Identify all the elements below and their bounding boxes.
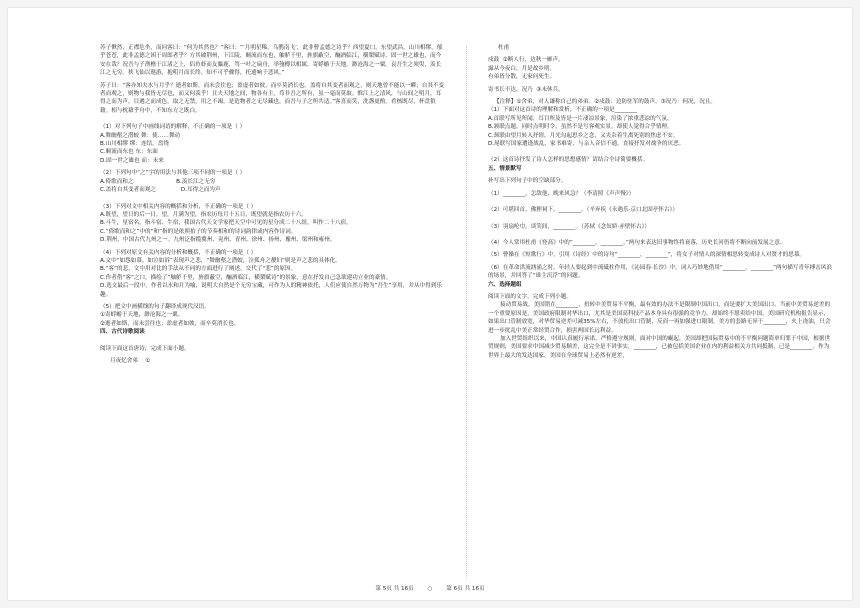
- q5-item-1: ①寄蜉蝣于天地，渺沧海之一粟。: [100, 312, 184, 319]
- question-1: （1）对下列句子中画线词语的解释，不正确的一项是（ ）: [100, 124, 246, 131]
- section-6-intro: 阅读下面的文字，完成下列小题。: [488, 293, 572, 300]
- q3-option-a: A.既望，望日的后一日。望，月满为望，指农历每月十五日，既望就是指农历十六。: [100, 211, 307, 218]
- fill-item-1: （1）________，怎敌他，晚来风急？（李清照《声声慢》）: [488, 190, 635, 197]
- poem-title: 月夜忆舍弟 ①: [110, 358, 151, 364]
- q4-option-b: B.“客”的悲，文中用对比的手法从不同的方面进行了阐述，交代了“悲”的原因。: [100, 266, 297, 273]
- q4-option-c: C.作者借“客”之口，描绘了“舳舻千里，旌旗蔽空，酾酒临江，横槊赋诗”的景象，意在抒发自己急欲建功立业的豪情。: [100, 274, 392, 281]
- fill-item-6: （6）在革命洪流汹涌之时，年轻人要起到中流砥柱作用，《沁园春·长沙》中，词人巧妙地借用“________，________”两句描写青年搏击风浪的场景，并回答了“谁主沉浮”的问题。: [488, 264, 832, 280]
- section-5-heading: 五、情景默写: [488, 165, 522, 172]
- column-divider: [466, 46, 467, 578]
- q2-options-ab: A.倚歌而和之 B.羡长江之无穷: [100, 178, 216, 185]
- q5-item-2: ②逝者如斯，而未尝往也；盈虚者如彼，而卒莫消长也。: [100, 320, 240, 327]
- poet-name: 杜甫: [498, 45, 510, 51]
- q1-option-d: D.固一世之雄也 而：未来: [100, 157, 164, 164]
- question-4: （4）下列对原文有关内容的分析和概括，不正确的一项是（ ）: [100, 249, 257, 256]
- q1-option-c: C.顺流而东也 东：东面: [100, 149, 158, 156]
- section-6-heading: 六、选择题组: [488, 281, 522, 288]
- q4-option-d: D.选文最后一段中，作者以水和月为喻，说明大自然是个无穷宝藏，可作为人的精神依托，人们应使自然万物为“吾生”享用，并从中得到乐趣。: [100, 283, 442, 298]
- pq1-option-b: B.颔联点题，同时点明时令，虽然不是写客观实景，却使人觉得合乎情理。: [488, 124, 673, 131]
- fill-item-4: （4）今人常用杜甫《登高》中的“________，________。”两句来表达旧事物终将衰落，历史长河仍将不断向前发展之意。: [488, 239, 786, 246]
- q4-option-a: A.文中“如怨如慕，如泣如诉”表现声之悲，“舞幽壑之潜蛟，泣孤舟之嫠妇”则是声之悲的具体化。: [100, 257, 341, 264]
- poem-line-2: 露从今夜白，月是故乡明。: [488, 65, 556, 72]
- article-paragraph-1: 接动贸易战，美国错在________，扭转中美贸易不平衡，最有效的办法不是限制中国出口，而是要扩大美国出口。当前中美贸易逆差的一个重要原因是，美国政府限制对华出口，尤其是美国高科技产品本身具有很强的竞争力，却始终不愿卖给中国，美国研究机构报告显示，如果出口管制放宽，对华贸易逆差可减35%左右，不放松出口管制，反而一再加强进口限制，美方的套路无异于________，火上浇油，只会进一步扰乱中美正常经贸合作，损害两国长远利益。: [488, 302, 831, 334]
- fill-item-3: （3）羽扇纶巾，谈笑间，________。（苏轼《念奴娇·赤壁怀古》）: [488, 223, 650, 230]
- q3-option-c: C.“倚歌而和之”中的“和”指的是依照拍子的节奏相和的诗词韵律或内容作诗词。: [100, 228, 297, 235]
- poem-line-3: 有弟皆分散，无家问死生。: [488, 74, 556, 81]
- right-column: [488, 44, 833, 360]
- poem-question-2: （2）这首诗抒发了诗人怎样的思想感情？请结合全诗简要概括。: [488, 157, 649, 164]
- pq1-option-d: D.尾联写国家遭逢战乱，家书难寄，与亲人音信不通，直接抒发对战争的厌恶。: [488, 141, 685, 148]
- pq1-option-c: C.颈联由望月转入抒情，月光勾起思乡之念，又夹杂着生离死别的焦虑不安。: [488, 132, 679, 139]
- fill-item-2: （2）可堪回首，佛狸祠下，________。（辛弃疾《永遇乐·京口北固亭怀古》）: [488, 207, 678, 214]
- q1-option-b: B.山川相缪 缪：连结，盘绕: [100, 141, 169, 148]
- passage-2: 苏子曰：“客亦知夫水与月乎？逝者如斯，而未尝往也；盈虚者如彼，而卒莫消长也。盖将自其变者而观之，则天地曾不能以一瞬；自其不变者而观之，则物与我皆无尽也，而又何羡乎！且夫天地之间，物各有主，苟非吾之所有，虽一毫而莫取。惟江上之清风，与山间之明月，耳得之而为声，目遇之而成色，取之无禁，用之不竭。是造物者之无尽藏也，而吾与子之所共适。”客喜而笑，洗盏更酌。肴核既尽，杯盘狼籍。相与枕藉乎舟中，不知东方之既白。: [100, 82, 445, 114]
- question-2: （2）下列句中“之”字的用法与其他三项不同的一项是（ ）: [100, 170, 246, 177]
- section-4-intro: 阅读下面这首唐诗，完成下面小题。: [100, 345, 190, 352]
- q3-option-d: D.荆州，中国古代九州之一。九州泛指揽冀州、兖州、青州、徐州、扬州、豫州、梁州和雍州。: [100, 237, 336, 244]
- poem-notes: 【注释】①舍弟，对人谦称自己的弟弟。②戍鼓：边防驻军的鼓声。③况乃：何况，况且。: [494, 99, 717, 106]
- q3-option-b: B.斗牛，星宿名，指斗宿、牛宿，我国古代天文学家把天空中可见的星分成二十八组，叫作二十八宿。: [100, 220, 352, 227]
- q2-options-cd: C.盖将自其变者而观之 D.耳得之而为声: [100, 187, 221, 194]
- passage-1: 苏子愀然，正襟危坐，而问客曰：“何为其然也？”客曰：“‘月明星稀，乌鹊南飞’，此非曹孟德之诗乎？西望夏口，东望武昌，山川相缪，郁乎苍苍，此非孟德之困于周郎者乎？方其破荆州，下江陵，顺流而东也，舳舻千里，旌旗蔽空，酾酒临江，横槊赋诗，固一世之雄也，而今安在哉？况吾与子渔樵于江渚之上，侣鱼虾而友麋鹿，驾一叶之扁舟，举匏樽以相属。寄蜉蝣于天地，渺沧海之一粟。哀吾生之须臾，羡长江之无穷。挟飞仙以遨游，抱明月而长终。知不可乎骤得，托遗响于悲风。”: [100, 45, 443, 77]
- section-4-heading: 四、古代诗歌阅读: [100, 329, 145, 336]
- article-paragraph-2: 加入世贸组织以来，中国认真履行承诺，严格遵守规则，面对中国的崛起，美国却把国际贸易中的不平衡问题简单归罪于中国，根据世贸规则，美国要求中国减少贸易顺差，这完全是不讲事实，________，已被包括美国企业在内的利益相关方共同抵制，已是________。作为世界上最大的发达国家，美国在全球贸易上必然有逆差，: [488, 335, 831, 359]
- pq1-option-a: A.首联写所见所闻，耳目所及皆是一片凄凉景象，渲染了浓重悲凉的气氛。: [488, 115, 673, 122]
- section-5-intro: 补写出下列句子中的空缺部分。: [488, 178, 567, 185]
- q1-option-a: A.舞幽壑之潜蛟 舞：使……舞动: [100, 132, 181, 139]
- poem-question-1: （1）下面对这首诗的理解和赏析，不正确的一项是________: [488, 107, 637, 114]
- poem-line-4: 寄书长不达，况乃 ③未休兵。: [488, 86, 564, 93]
- left-column: [100, 44, 445, 365]
- footer-page-right: 第 6页 共 16页: [446, 586, 485, 592]
- poem-line-1: 戍鼓 ②断人行，边秋一雁声。: [488, 57, 564, 64]
- question-3: （3）下列对文中相关内容的概括和分析，不正确的一项是（ ）: [100, 203, 257, 210]
- question-5: （5）把文中画横线的句子翻译成现代汉语。: [100, 303, 210, 310]
- exam-sheet: [8, 8, 852, 600]
- footer-center-mark: ○: [427, 586, 433, 592]
- footer-page-left: 第 5页 共 16页: [375, 586, 414, 592]
- fill-item-5: （5）曹操在《短歌行》中，引用《诗经》中的诗句“________，________”，将女子对情人的深情相思转变成诗人对贤才的思慕。: [488, 252, 806, 259]
- page-footer: [8, 584, 852, 592]
